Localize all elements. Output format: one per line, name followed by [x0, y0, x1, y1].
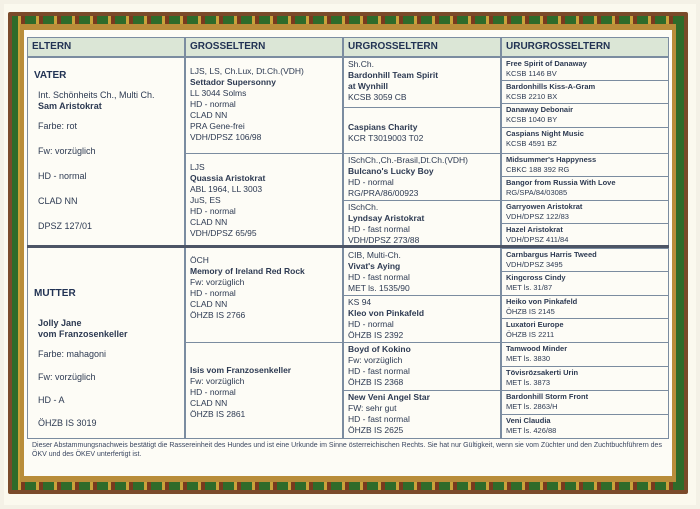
gggp-name: Bardonhills Kiss-A-Gram: [506, 82, 596, 91]
ggp1-title: Sh.Ch.: [348, 59, 374, 69]
ggp6-hd: HD - normal: [348, 319, 394, 329]
mother-reg: ÖHZB IS 3019: [38, 418, 97, 428]
ggp8-name: New Veni Angel Star: [348, 392, 430, 402]
ggp4-reg: VDH/DPSZ 273/88: [348, 235, 420, 245]
gp1-name: Settador Supersonny: [190, 77, 276, 87]
ggp8-reg: ÖHZB IS 2625: [348, 425, 404, 435]
ggp7-name: Boyd of Kokino: [348, 344, 411, 354]
ggp3-hd: HD - normal: [348, 177, 394, 187]
ggp8-fw: FW: sehr gut: [348, 403, 397, 413]
ggp7-hd: HD - fast normal: [348, 366, 410, 376]
header-urgrosseltern-2: URURGROSSELTERN: [501, 37, 669, 57]
grandparent-4: [186, 343, 342, 440]
ggp-8: [344, 391, 500, 440]
gp3-name: Memory of Ireland Red Rock: [190, 266, 305, 276]
ggp5-hd: HD - fast normal: [348, 272, 410, 282]
gp1-titles: LJS, LS, Ch.Lux, Dt.Ch.(VDH): [190, 66, 304, 76]
ggp2-name: Caspians Charity: [348, 122, 418, 132]
mother-color: Farbe: mahagoni: [38, 349, 107, 359]
gggp-1: [502, 58, 668, 81]
gggp-2: [502, 81, 668, 104]
ggp3-name: Bulcano's Lucky Boy: [348, 166, 434, 176]
gp2-clad: CLAD NN: [190, 217, 228, 227]
gggp-reg: CBKC 188 392 RG: [506, 165, 570, 174]
gggp-reg: KCSB 1146 BV: [506, 69, 557, 78]
ggp-4: [344, 201, 500, 246]
gp2-hd: HD - normal: [190, 206, 236, 216]
gp1-pra: PRA Gene-frei: [190, 121, 245, 131]
ggp7-reg: ÖHZB IS 2368: [348, 377, 404, 387]
gp4-clad: CLAD NN: [190, 398, 228, 408]
header-grosseltern: GROSSELTERN: [185, 37, 343, 57]
ggp4-hd: HD - fast normal: [348, 224, 410, 234]
gggp-reg: MET ls. 426/88: [506, 426, 557, 435]
father-name: Sam Aristokrat: [38, 101, 102, 111]
gggp-15: [502, 391, 668, 415]
gggp-name: Garryowen Aristokrat: [506, 202, 583, 211]
gggp-13: [502, 343, 668, 367]
ggp1-name: Bardonhill Team Spirit: [348, 70, 439, 80]
father-reg: DPSZ 127/01: [38, 221, 93, 231]
mother-name-1: Jolly Jane: [38, 318, 82, 328]
gp4-hd: HD - normal: [190, 387, 236, 397]
gggp-name: Tamwood Minder: [506, 344, 568, 353]
mother-name-2: vom Franzosenkeller: [38, 329, 128, 339]
gp1-reg: LL 3044 Solms: [190, 88, 247, 98]
gp2-jus: JuS, ES: [190, 195, 221, 205]
grandparent-2: [186, 154, 342, 246]
gggp-column: [501, 57, 669, 439]
grandparents-column: [185, 57, 343, 439]
gp4-reg: ÖHZB IS 2861: [190, 409, 246, 419]
ggp7-fw: Fw: vorzüglich: [348, 355, 403, 365]
gp1-hd: HD - normal: [190, 99, 236, 109]
ggp6-reg: ÖHZB IS 2392: [348, 330, 404, 340]
mother-fw: Fw: vorzüglich: [38, 372, 96, 382]
ggp6-name: Kleo von Pinkafeld: [348, 308, 425, 318]
gggp-reg: MET ls. 31/87: [506, 283, 553, 292]
ggp-1: [344, 58, 500, 108]
gp2-reg: ABL 1964, LL 3003: [190, 184, 263, 194]
gggp-name: Hazel Aristokrat: [506, 225, 563, 234]
gp4-fw: Fw: vorzüglich: [190, 376, 245, 386]
gggp-name: Danaway Debonair: [506, 105, 574, 114]
gggp-9: [502, 249, 668, 272]
gggp-name: Carnbargus Harris Tweed: [506, 250, 597, 259]
ggp-7: [344, 343, 500, 391]
gggp-7: [502, 201, 668, 224]
gggp-reg: KCSB 4591 BZ: [506, 139, 557, 148]
gggp-reg: VDH/DPSZ 3495: [506, 260, 563, 269]
gggp-name: Luxatori Europe: [506, 320, 564, 329]
header-urgrosseltern: URGROSSELTERN: [343, 37, 501, 57]
gggp-reg: RG/SPA/84/03085: [506, 188, 568, 197]
gggp-reg: MET ls. 3873: [506, 378, 551, 387]
gggp-reg: MET ls. 2863/H: [506, 402, 558, 411]
father-titles: Int. Schönheits Ch., Multi Ch.: [38, 90, 155, 100]
gggp-name: Midsummer's Happyness: [506, 155, 597, 164]
mother-label: MUTTER: [34, 288, 76, 299]
gp2-name: Quassia Aristokrat: [190, 173, 266, 183]
gggp-reg: ÖHZB IS 2211: [506, 330, 555, 339]
gp2-vdh: VDH/DPSZ 65/95: [190, 228, 257, 238]
sire-dam-divider: [27, 245, 669, 248]
ggp-5: [344, 249, 500, 296]
gp3-titles: ÖCH: [190, 255, 209, 265]
father-hd: HD - normal: [38, 171, 87, 181]
gggp-11: [502, 296, 668, 319]
gggp-5: [502, 154, 668, 177]
father-clad: CLAD NN: [38, 196, 78, 206]
gp3-hd: HD - normal: [190, 288, 236, 298]
ggp1-reg: KCSB 3059 CB: [348, 92, 407, 102]
legal-footer: Dieser Abstammungsnachweis bestätigt die Rassereinheit des Hundes und ist eine Urkunde im Sinne österreichischen Rechts. Sie hat nur Gültigkeit, wenn sie vom Züchter und den Zuchtbuchführern des ÖKV und des ÖKEV unterfertigt ist.: [32, 442, 662, 458]
gggp-reg: VDH/DPSZ 122/83: [506, 212, 569, 221]
father-block: [34, 70, 182, 232]
gggp-name: Tövisrözsakerti Urin: [506, 368, 579, 377]
gggp-14: [502, 367, 668, 391]
ggp3-title: ISchCh.,Ch.-Brasil,Dt.Ch.(VDH): [348, 155, 468, 165]
ggp1-name2: at Wynhill: [348, 81, 388, 91]
gp1-clad: CLAD NN: [190, 110, 228, 120]
gggp-reg: ÖHZB IS 2145: [506, 307, 555, 316]
mother-block: [34, 288, 182, 429]
gggp-name: Heiko von Pinkafeld: [506, 297, 578, 306]
ggp2-reg: KCR T3019003 T02: [348, 133, 424, 143]
gggp-name: Bardonhill Storm Front: [506, 392, 589, 401]
gggp-16: [502, 415, 668, 440]
gp2-titles: LJS: [190, 162, 205, 172]
mother-hd: HD - A: [38, 395, 65, 405]
gp3-clad: CLAD NN: [190, 299, 228, 309]
ggp5-title: CIB, Multi-Ch.: [348, 250, 401, 260]
grandparent-3: [186, 249, 342, 343]
gggp-name: Bangor from Russia With Love: [506, 178, 616, 187]
gp1-vdh: VDH/DPSZ 106/98: [190, 132, 262, 142]
gggp-reg: KCSB 1040 BY: [506, 115, 558, 124]
gggp-3: [502, 104, 668, 128]
ggp6-title: KS 94: [348, 297, 372, 307]
father-color: Farbe: rot: [38, 121, 78, 131]
gggp-name: Caspians Night Music: [506, 129, 584, 138]
ggp5-reg: MET ls. 1535/90: [348, 283, 410, 293]
ggp3-reg: RG/PRA/86/00923: [348, 188, 419, 198]
ggp-2: [344, 108, 500, 154]
gp3-fw: Fw: vorzüglich: [190, 277, 245, 287]
grandparent-1: [186, 58, 342, 154]
ggp-6: [344, 296, 500, 343]
ggp4-name: Lyndsay Aristokrat: [348, 213, 425, 223]
gggp-10: [502, 272, 668, 296]
gggp-12: [502, 319, 668, 343]
father-fw: Fw: vorzüglich: [38, 146, 96, 156]
father-label: VATER: [34, 70, 67, 81]
ggp4-title: ISchCh.: [348, 202, 379, 212]
gp4-name: Isis vom Franzosenkeller: [190, 365, 292, 375]
gggp-reg: KCSB 2210 BX: [506, 92, 558, 101]
gggp-name: Veni Claudia: [506, 416, 551, 425]
ggp-3: [344, 154, 500, 201]
ggp8-hd: HD - fast normal: [348, 414, 410, 424]
pedigree-table: [27, 37, 669, 439]
gggp-name: Kingcross Cindy: [506, 273, 566, 282]
gp3-reg: ÖHZB IS 2766: [190, 310, 246, 320]
gggp-reg: VDH/DPSZ 411/84: [506, 235, 569, 244]
greatgrandparents-column: [343, 57, 501, 439]
gggp-reg: MET ls. 3830: [506, 354, 551, 363]
gggp-4: [502, 128, 668, 154]
gggp-6: [502, 177, 668, 201]
header-eltern: ELTERN: [27, 37, 185, 57]
parents-column: [27, 57, 185, 439]
gggp-name: Free Spirit of Danaway: [506, 59, 587, 68]
ggp5-name: Vivat's Aying: [348, 261, 401, 271]
